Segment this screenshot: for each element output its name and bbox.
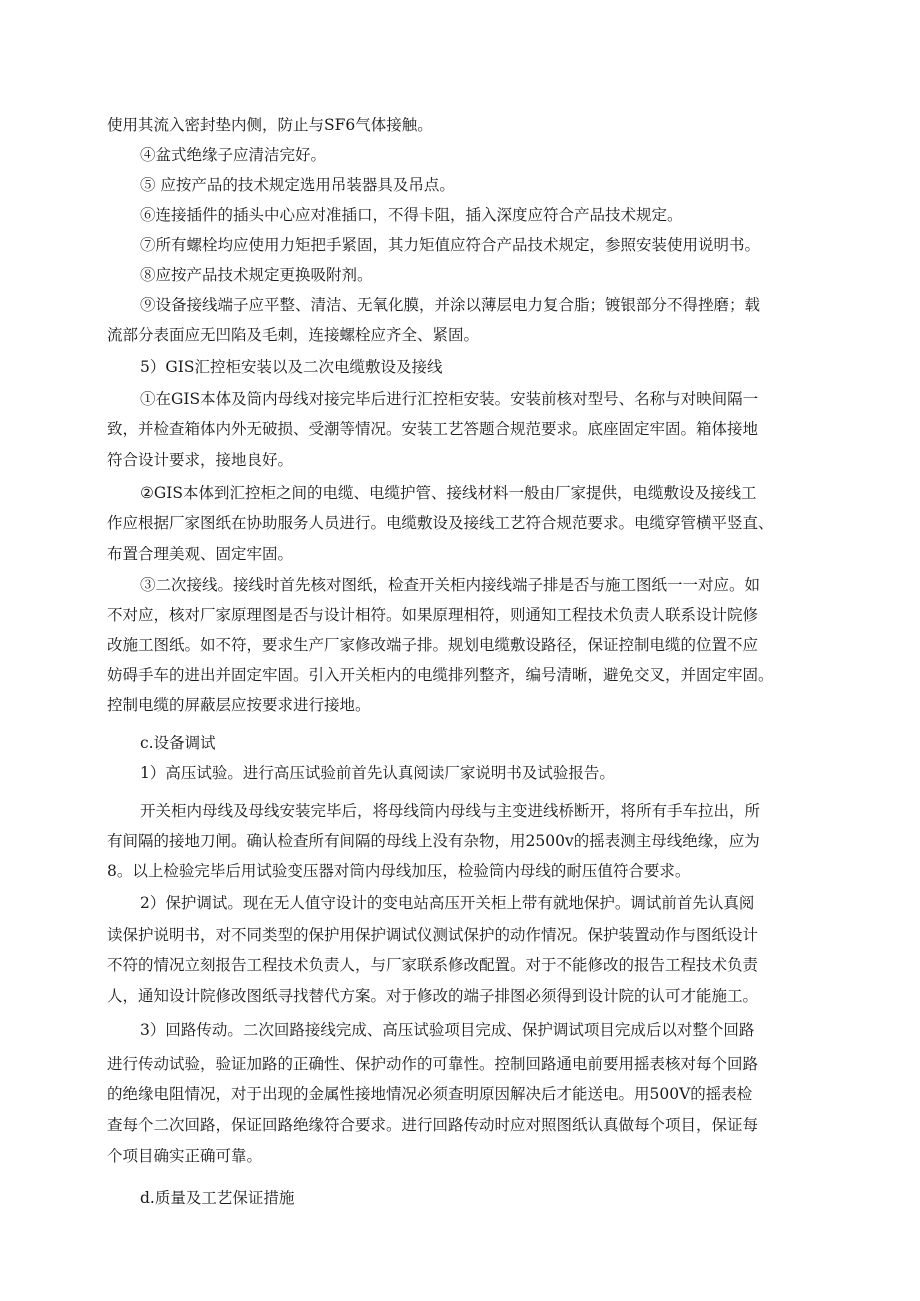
paragraph-line: 妨碍手车的进出并固定牢固。引入开关柜内的电缆排列整齐，编号清晰，避免交叉，并固定牢固。 <box>107 666 774 684</box>
section-heading: d.质量及工艺保证措施 <box>140 1189 295 1207</box>
paragraph-line: ⑧应按产品技术规定更换吸附剂。 <box>140 266 373 284</box>
paragraph-line: ③二次接线。接线时首先核对图纸，检查开关柜内接线端子排是否与施工图纸一一对应。如 <box>140 576 761 594</box>
paragraph-line: 有间隔的接地刀闸。确认检查所有间隔的母线上没有杂物，用2500v的摇表测主母线绝缘，应为 <box>107 832 760 850</box>
paragraph-line: 使用其流入密封垫内侧，防止与SF6气体接触。 <box>107 116 433 134</box>
paragraph-line: 致，并检查箱体内外无破损、受潮等情况。安装工艺答题合规范要求。底座固定牢固。箱体接地 <box>107 420 759 438</box>
paragraph-line: 布置合理美观、固定牢固。 <box>107 545 294 563</box>
paragraph-line: 的绝缘电阻情况，对于出现的金属性接地情况必须查明原因解决后才能送电。用500V的摇表检 <box>107 1085 753 1103</box>
paragraph-line: 流部分表面应无凹陷及毛刺，连接螺栓应齐全、紧固。 <box>107 326 480 344</box>
paragraph-line: 控制电缆的屏蔽层应按要求进行接地。 <box>107 696 371 714</box>
paragraph-line: 开关柜内母线及母线安装完毕后，将母线筒内母线与主变进线桥断开，将所有手车拉出，所 <box>140 802 761 820</box>
paragraph-line: 2）保护调试。现在无人值守设计的变电站高压开关柜上带有就地保护。调试前首先认真阅 <box>140 894 755 912</box>
paragraph-line: 作应根据厂家图纸在协助服务人员进行。电缆敷设及接线工艺符合规范要求。电缆穿管横平竖直、 <box>107 514 774 532</box>
paragraph-line: 8。以上检验完毕后用试验变压器对筒内母线加压，检验筒内母线的耐压值符合要求。 <box>107 862 691 880</box>
paragraph-line: ⑦所有螺栓均应使用力矩把手紧固，其力矩值应符合产品技术规定，参照安装使用说明书。 <box>140 236 761 254</box>
section-heading: c.设备调试 <box>140 734 216 752</box>
paragraph-line: ②GIS本体到汇控柜之间的电缆、电缆护管、接线材料一般由厂家提供，电缆敷设及接线工 <box>140 484 757 502</box>
paragraph-line: ⑤ 应按产品的技术规定选用吊装器具及吊点。 <box>140 176 455 194</box>
paragraph-line: ①在GIS本体及筒内母线对接完毕后进行汇控柜安装。安装前核对型号、名称与对映间隔一 <box>140 390 759 408</box>
paragraph-line: ⑨设备接线端子应平整、清洁、无氧化膜，并涂以薄层电力复合脂；镀银部分不得挫磨；载 <box>140 296 761 314</box>
paragraph-line: 3）回路传动。二次回路接线完成、高压试验项目完成、保护调试项目完成后以对整个回路 <box>140 1021 755 1039</box>
paragraph-line: 改施工图纸。如不符，要求生产厂家修改端子排。规划电缆敷设路径，保证控制电缆的位置不应 <box>107 636 759 654</box>
paragraph-line: 查每个二次回路，保证回路绝缘符合要求。进行回路传动时应对照图纸认真做每个项目，保证每 <box>107 1116 759 1134</box>
section-heading: 5）GIS汇控柜安装以及二次电缆敷设及接线 <box>140 358 443 376</box>
paragraph-line: ⑥连接插件的插头中心应对准插口，不得卡阻，插入深度应符合产品技术规定。 <box>140 206 683 224</box>
paragraph-line: 人，通知设计院修改图纸寻找替代方案。对于修改的端子排图必须得到设计院的认可才能施工。 <box>107 987 759 1005</box>
paragraph-line: 符合设计要求，接地良好。 <box>107 451 294 469</box>
paragraph-line: ④盆式绝缘子应清洁完好。 <box>140 146 327 164</box>
paragraph-line: 个项目确实正确可靠。 <box>107 1147 263 1165</box>
paragraph-line: 不对应，核对厂家原理图是否与设计相符。如果原理相符，则通知工程技术负责人联系设计院修 <box>107 606 759 624</box>
paragraph-line: 1）高压试验。进行高压试验前首先认真阅读厂家说明书及试验报告。 <box>140 764 615 782</box>
paragraph-line: 进行传动试验，验证加路的正确性、保护动作的可靠性。控制回路通电前要用摇表核对每个回路 <box>107 1055 759 1073</box>
paragraph-line: 读保护说明书，对不同类型的保护用保护调试仪测试保护的动作情况。保护装置动作与图纸设计 <box>107 926 759 944</box>
paragraph-line: 不符的情况立刻报告工程技术负责人，与厂家联系修改配置。对于不能修改的报告工程技术负责 <box>107 956 759 974</box>
